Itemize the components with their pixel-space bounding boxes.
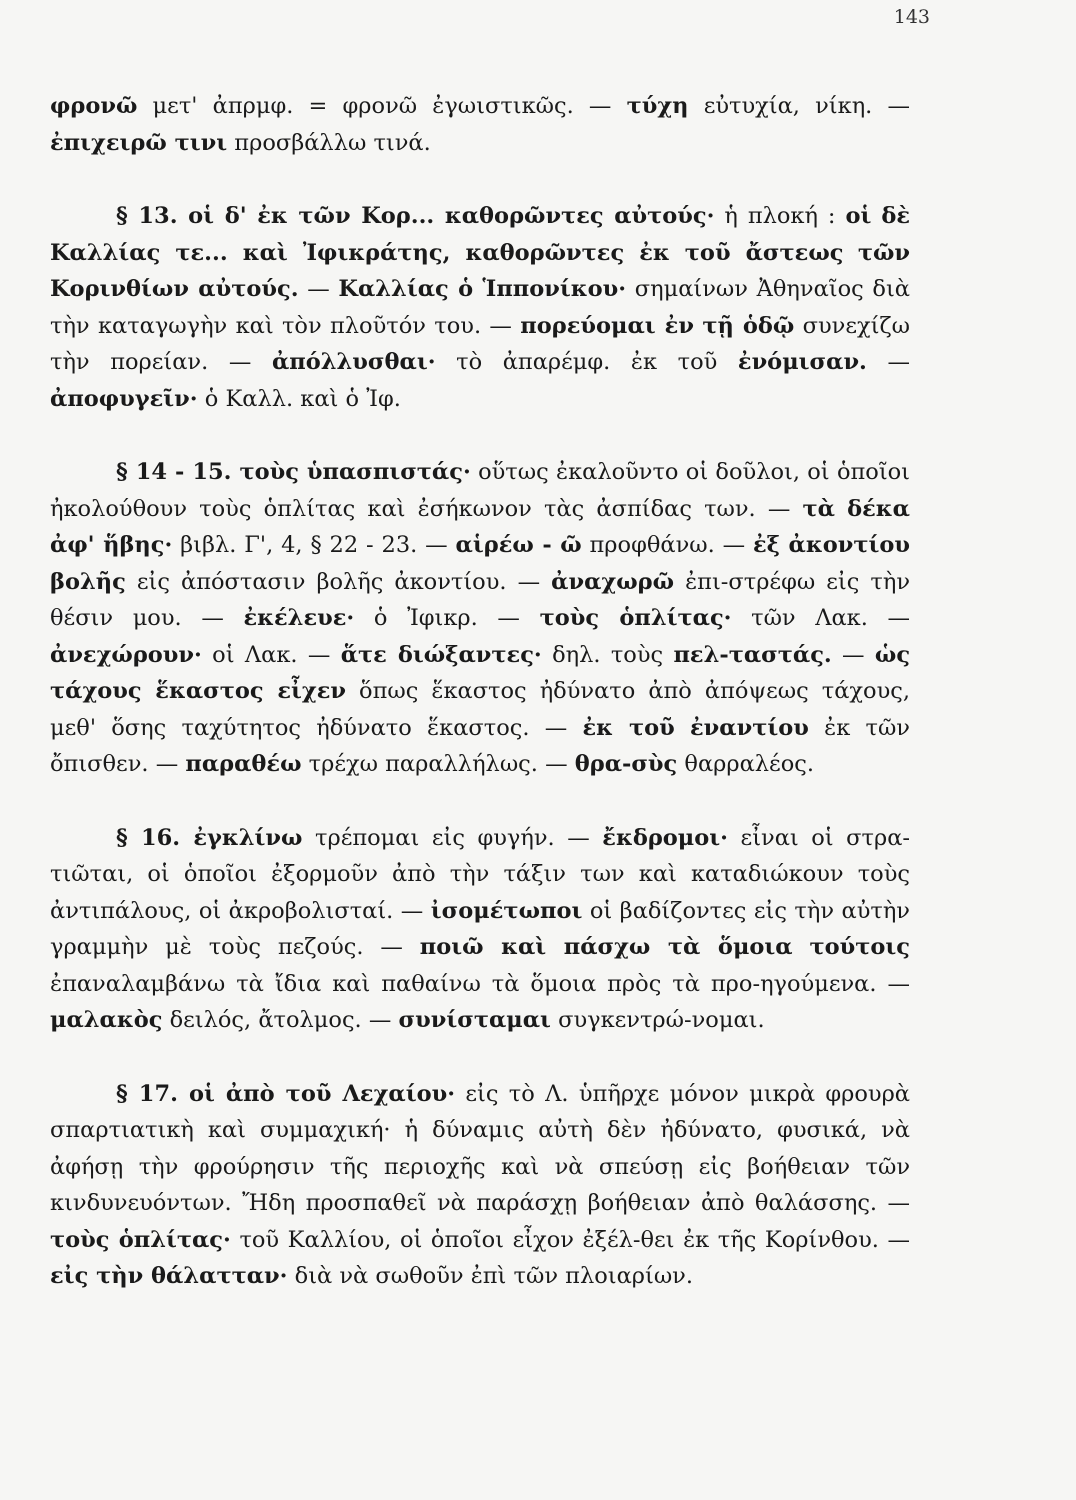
paragraph-section-17 bbox=[50, 1076, 910, 1295]
bold-term: Καλλίας ὁ Ἱππονίκου· bbox=[338, 276, 627, 302]
text-run: συγκεντρώ- bbox=[550, 1007, 692, 1033]
text-run: τὸ ἀπαρέμφ. ἐκ τοῦ bbox=[435, 349, 718, 375]
text-run: βοήθειαν τῶν κινδυνευόντων. Ἤδη προσπαθεῖ νὰ παράσχῃ βοήθειαν bbox=[50, 1153, 911, 1216]
bold-term: ἐπιχειρῶ τινι bbox=[50, 129, 228, 156]
text-run: τρέπομαι εἰς φυγήν. — bbox=[302, 824, 603, 851]
text-run: εἰς τὸ Λ. ὑπῆρχε μόνον μικρὰ bbox=[455, 1080, 816, 1107]
bold-term: τὰ bbox=[802, 495, 835, 522]
text-run: βιβλ. Γ', 4, § 22 - 23. — bbox=[172, 532, 456, 558]
bold-term: ἰσομέτωποι bbox=[430, 897, 583, 924]
bold-term: ἀπόλλυσθαι· bbox=[271, 349, 436, 375]
text-run: τοὺς ἀντιπάλους, οἱ ἀκροβολισταί. — bbox=[50, 861, 910, 924]
bold-term: τύχη bbox=[626, 93, 689, 119]
bold-term: τοὺς ὁπλίτας· bbox=[539, 605, 732, 631]
page-text bbox=[50, 88, 910, 1295]
text-run: μετ' ἀπρμφ. = φρονῶ ἐγωιστικῶς. — bbox=[137, 93, 627, 119]
bold-term: § 16. ἐγκλίνω bbox=[116, 824, 303, 851]
text-run: στρέφω εἰς τὴν θέσιν μου. — bbox=[50, 568, 910, 631]
text-run: συνεχίζω τὴν πορείαν. — bbox=[50, 312, 910, 375]
bold-term: μαλακὸς bbox=[50, 1007, 163, 1033]
bold-term: πορεύομαι ἐν bbox=[520, 312, 694, 339]
bold-term: ταστάς. bbox=[728, 641, 832, 668]
paragraph-section-16 bbox=[50, 820, 910, 1039]
text-run: δηλ. τοὺς bbox=[541, 641, 674, 668]
text-run: θαρραλέος. bbox=[677, 751, 815, 777]
bold-term: δέκα ἀφ' ἥβης· bbox=[50, 495, 910, 558]
text-run: τιῶται, οἱ ὁποῖοι ἐξορμοῦν ἀπὸ τὴν τάξιν των καὶ καταδιώκουν bbox=[50, 861, 844, 887]
paragraph-section-13 bbox=[50, 198, 910, 417]
bold-term: ἐκ τοῦ bbox=[582, 714, 675, 741]
bold-term: τῶν Κορινθίων αὐτούς. bbox=[50, 239, 911, 302]
text-run: διὰ νὰ σωθοῦν ἐπὶ τῶν bbox=[287, 1263, 559, 1289]
text-run: — bbox=[298, 276, 339, 302]
text-run: φυσικά, νὰ ἀφήσῃ τὴν φρούρησιν τῆς περιοχῆς καὶ νὰ σπεύσῃ εἰς bbox=[50, 1117, 910, 1180]
text-run: ὁποῖοι ἠκολούθουν τοὺς ὁπλίτας καὶ ἐσήκωνον τὰς ἀσπίδας των. — bbox=[50, 459, 911, 522]
bold-term: σὺς bbox=[631, 751, 678, 777]
bold-term: ἅτε διώξαντες· bbox=[340, 641, 542, 668]
text-run: ἐκ τῶν ὄπισθεν. — bbox=[50, 714, 910, 777]
bold-term: § 17. οἱ ἀπὸ τοῦ Λεχαίου· bbox=[116, 1080, 456, 1107]
bold-term: ὡς τάχους ἕκαστος εἶχεν bbox=[50, 641, 911, 704]
bold-term: θρα- bbox=[574, 751, 632, 777]
bold-term: ἐναντίου bbox=[690, 714, 809, 741]
bold-term: πελ- bbox=[673, 641, 729, 668]
text-run: οἱ βαδίζοντες εἰς bbox=[582, 897, 787, 924]
text-run: οὕτως ἐκαλοῦντο οἱ δοῦλοι, οἱ bbox=[470, 459, 830, 485]
bold-term: ἔκδρομοι· bbox=[602, 824, 728, 851]
text-run: ἀπὸ θαλάσσης. — bbox=[700, 1190, 911, 1216]
bold-term: τούτοις bbox=[809, 934, 911, 960]
bold-term: ἐκέλευε· bbox=[243, 605, 355, 631]
text-run: εὐτυχία, νίκη. — bbox=[688, 93, 910, 119]
bold-term: ἀποφυγεῖν· bbox=[50, 385, 198, 412]
bold-term: § 14 - 15. τοὺς ὑπασπιστάς· bbox=[116, 459, 471, 485]
bold-term: φρονῶ bbox=[50, 93, 138, 119]
text-run: νομαι. bbox=[691, 1007, 765, 1033]
text-run: τῶν Λακ. — bbox=[751, 605, 911, 631]
text-run: σημαίνων bbox=[626, 276, 748, 302]
text-run: ἡ πλοκή : bbox=[714, 203, 846, 229]
bold-term: § 13. οἱ δ' ἐκ τῶν Κορ... καθορῶντες αὐτούς· bbox=[116, 203, 715, 229]
bold-term: ἀναχωρῶ bbox=[551, 568, 675, 595]
bold-term: δὲ Καλλίας τε... καὶ Ἰφικράτης, καθορῶντες ἐκ τοῦ ἄστεως bbox=[50, 203, 910, 266]
text-run: δειλός, ἄτολμος. — bbox=[162, 1007, 399, 1033]
text-run: ηγούμενα. — bbox=[760, 970, 910, 997]
text-run: ἐπαναλαμβάνω τὰ ἴδια καὶ παθαίνω τὰ ὅμοια πρὸς τὰ προ- bbox=[50, 970, 761, 997]
text-run: ὁ Ἰφικρ. — bbox=[354, 605, 540, 631]
text-run: πλοιαρίων. bbox=[565, 1263, 694, 1289]
paragraph-section-14-15 bbox=[50, 454, 910, 783]
bold-term: ἀνεχώρουν· bbox=[50, 641, 202, 668]
bold-term: αἱρέω - ῶ bbox=[455, 532, 582, 558]
text-run: προφθάνω. — bbox=[581, 532, 746, 558]
bold-term: ἐνόμισαν. bbox=[737, 349, 867, 375]
text-run: εἶναι οἱ στρα- bbox=[728, 824, 911, 851]
bold-term: οἱ bbox=[845, 203, 872, 229]
text-run: — bbox=[831, 641, 875, 668]
text-run: Ἀθηναῖος διὰ τὴν καταγωγὴν καὶ τὸν πλοῦτόν του. — bbox=[50, 276, 910, 339]
text-run: προσβάλλω τινά. bbox=[227, 129, 431, 156]
text-run: οἱ Λακ. — bbox=[201, 641, 341, 668]
text-run: τρέχω παραλλήλως. — bbox=[301, 751, 575, 777]
bold-term: εἰς τὴν θάλατταν· bbox=[50, 1263, 288, 1289]
text-run: ἀπόψεως τάχους, μεθ' ὅσης ταχύτητος ἠδύνατο ἕκαστος. — bbox=[50, 678, 911, 741]
text-run: ἐπι- bbox=[674, 568, 729, 595]
text-run: ὁ Καλλ. καὶ ὁ Ἰφ. bbox=[197, 385, 401, 412]
text-run: ὅπως ἕκαστος ἠδύνατο ἀπὸ bbox=[345, 678, 692, 704]
text-run: τὴν αὐτὴν γραμμὴν μὲ τοὺς πεζούς. — bbox=[50, 897, 910, 960]
text-run: τοῦ Καλλίου, οἱ ὁποῖοι εἶχον ἐξέλ- bbox=[230, 1226, 641, 1253]
bold-term: ἐξ ἀκοντίου βολῆς bbox=[50, 532, 910, 595]
page-number: 143 bbox=[893, 6, 930, 28]
text-run: — bbox=[866, 349, 910, 375]
bold-term: παραθέω bbox=[185, 751, 302, 777]
bold-term: συνίσταμαι bbox=[398, 1007, 551, 1033]
text-run: θει ἐκ τῆς Κορίνθου. — bbox=[640, 1226, 910, 1253]
bold-term: τοὺς ὁπλίτας· bbox=[50, 1226, 231, 1253]
bold-term: τῇ ὁδῷ bbox=[702, 312, 795, 339]
bold-term: ποιῶ καὶ πάσχω τὰ ὅμοια bbox=[419, 934, 793, 960]
text-run: εἰς ἀπόστασιν βολῆς ἀκοντίου. — bbox=[125, 568, 552, 595]
text-run: φρουρὰ σπαρτιατικὴ καὶ συμμαχική· ἡ δύναμις αὐτὴ δὲν ἠδύνατο, bbox=[50, 1080, 910, 1143]
paragraph-intro bbox=[50, 88, 910, 161]
